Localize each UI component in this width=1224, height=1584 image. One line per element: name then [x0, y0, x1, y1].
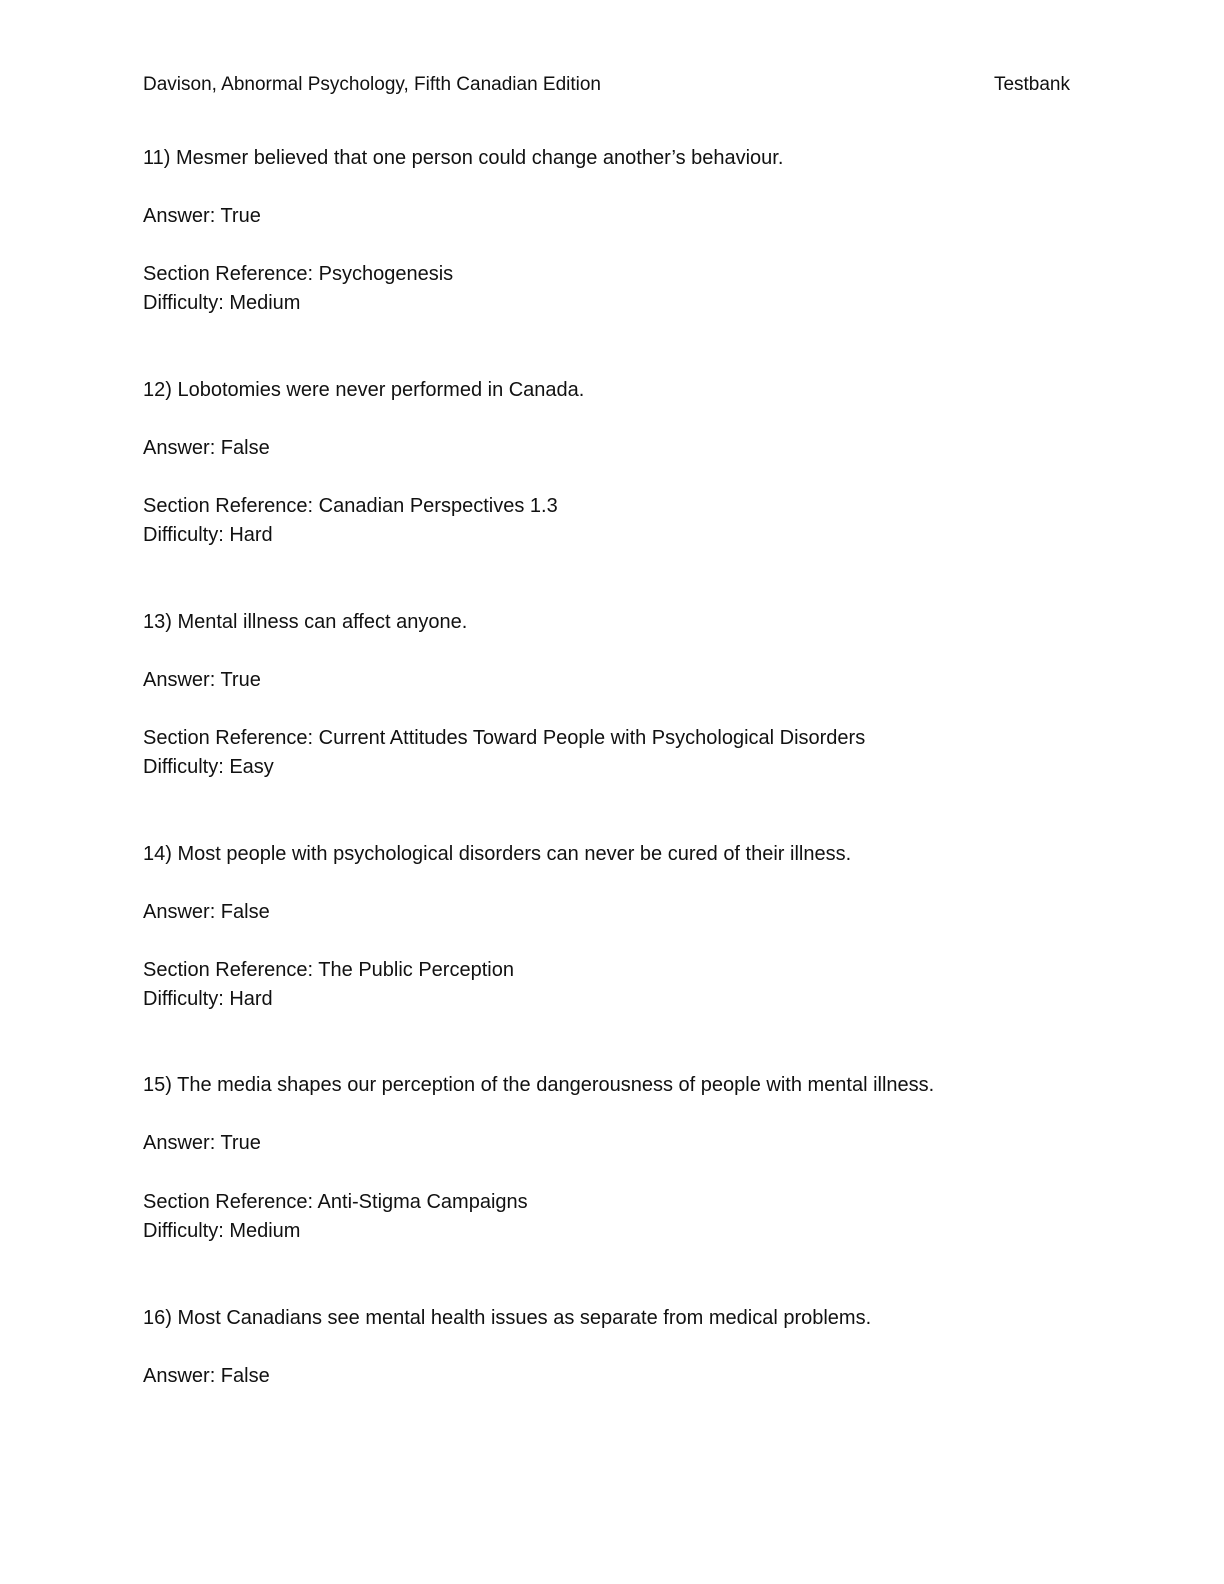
question-text: 14) Most people with psychological disorders can never be cured of their illness.: [143, 843, 852, 865]
answer-text: Answer: False: [143, 901, 270, 923]
answer-text: Answer: True: [143, 1132, 261, 1154]
question-text: 15) The media shapes our perception of the dangerousness of people with mental illness.: [143, 1074, 935, 1096]
page-header: [143, 72, 1070, 98]
answer-text: Answer: True: [143, 205, 261, 227]
difficulty-text: Difficulty: Easy: [143, 756, 274, 778]
section-reference: Section Reference: Psychogenesis: [143, 263, 454, 285]
question-text: 12) Lobotomies were never performed in Canada.: [143, 379, 585, 401]
question-text: 16) Most Canadians see mental health issues as separate from medical problems.: [143, 1307, 872, 1329]
answer-text: Answer: False: [143, 437, 270, 459]
section-reference: Section Reference: Current Attitudes Toward People with Psychological Disorders: [143, 727, 866, 749]
header-label: Testbank: [993, 74, 1070, 95]
answer-text: Answer: False: [143, 1365, 270, 1387]
header-title: Davison, Abnormal Psychology, Fifth Canadian Edition: [143, 74, 602, 95]
difficulty-text: Difficulty: Hard: [143, 988, 273, 1010]
difficulty-text: Difficulty: Hard: [143, 524, 273, 546]
question-text: 11) Mesmer believed that one person could change another’s behaviour.: [143, 147, 784, 169]
question-text: 13) Mental illness can affect anyone.: [143, 611, 468, 633]
difficulty-text: Difficulty: Medium: [143, 292, 301, 314]
answer-text: Answer: True: [143, 669, 261, 691]
difficulty-text: Difficulty: Medium: [143, 1220, 301, 1242]
section-reference: Section Reference: Anti-Stigma Campaigns: [143, 1191, 528, 1213]
section-reference: Section Reference: The Public Perception: [143, 959, 514, 981]
section-reference: Section Reference: Canadian Perspectives 1.3: [143, 495, 558, 517]
